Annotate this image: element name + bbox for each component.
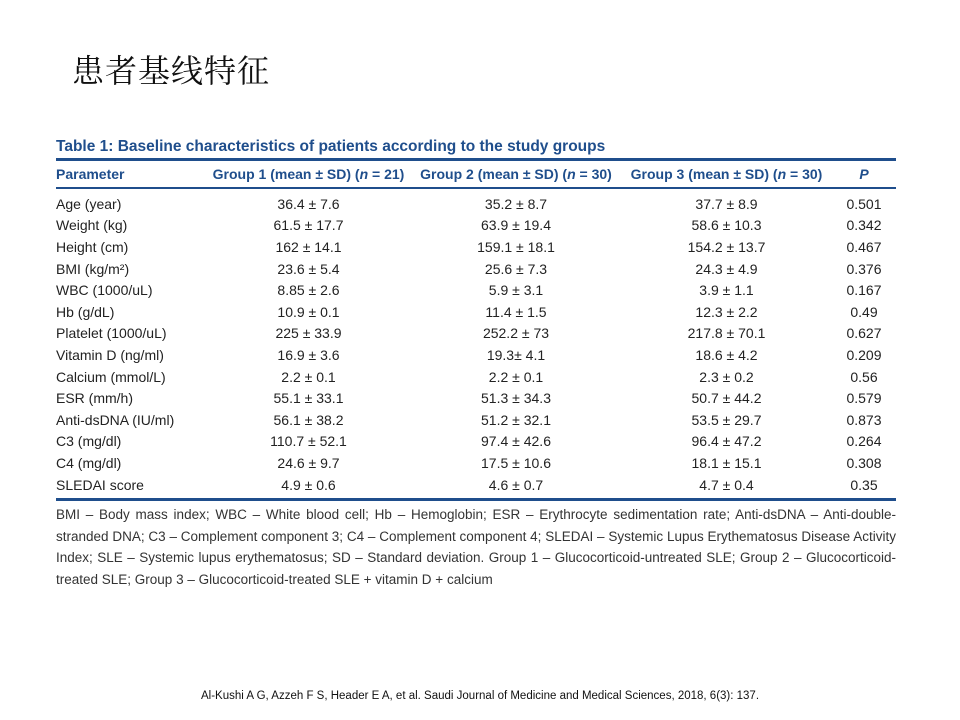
cell-parameter: Age (year): [56, 195, 122, 212]
cell-group-1: 23.6 ± 5.4: [277, 260, 340, 277]
cell-p-value: 0.209: [846, 346, 882, 363]
cell-group-3: 37.7 ± 8.9: [695, 195, 758, 212]
table-row: [56, 409, 896, 431]
baseline-table: [56, 161, 896, 498]
cell-group-3: 58.6 ± 10.3: [691, 217, 762, 234]
cell-group-1: 10.9 ± 0.1: [277, 303, 340, 320]
header-group-3: Group 3 (mean ± SD) (n = 30): [630, 166, 823, 182]
cell-p-value: 0.873: [846, 411, 882, 428]
table-row: [56, 279, 896, 301]
cell-group-3: 18.6 ± 4.2: [695, 346, 758, 363]
cell-group-3: 154.2 ± 13.7: [687, 238, 766, 255]
table-row: [56, 344, 896, 366]
cell-group-2: 4.6 ± 0.7: [488, 476, 544, 493]
cell-group-3: 217.8 ± 70.1: [687, 325, 766, 342]
cell-p-value: 0.167: [846, 282, 882, 299]
cell-group-1: 24.6 ± 9.7: [277, 454, 340, 471]
cell-group-2: 252.2 ± 73: [482, 325, 550, 342]
header-group-1: Group 1 (mean ± SD) (n = 21): [212, 166, 405, 182]
cell-group-3: 3.9 ± 1.1: [699, 282, 754, 299]
cell-group-2: 19.3± 4.1: [486, 346, 546, 363]
table-footnote: BMI – Body mass index; WBC – White blood cell; Hb – Hemoglobin; ESR – Erythrocyte sedimentation rate; Anti-dsDNA – Anti-double-stranded DNA; C3 – Complement component 3; C4 – Complement component 4; SLEDAI – Systemic Lupus Erythematosus Disease Activity Index; SLE – Systemic lupus erythematosus; SD – Standard deviation. Group 1 – Glucocorticoid-untreated SLE; Group 2 – Glucocorticoid-treated SLE; Group 3 – Glucocorticoid-treated SLE + vitamin D + calcium: [56, 507, 896, 587]
table-row: [56, 188, 896, 215]
cell-group-2: 63.9 ± 19.4: [481, 217, 551, 234]
table-row: [56, 387, 896, 409]
cell-group-1: 56.1 ± 38.2: [273, 411, 344, 428]
cell-group-2: 11.4 ± 1.5: [485, 303, 547, 320]
header-p-value: P: [859, 166, 869, 182]
cell-parameter: Hb (g/dL): [56, 303, 115, 320]
cell-parameter: Vitamin D (ng/ml): [56, 346, 164, 363]
cell-group-3: 96.4 ± 47.2: [691, 433, 762, 450]
cell-parameter: WBC (1000/uL): [56, 282, 153, 299]
table-row: [56, 323, 896, 345]
cell-group-2: 97.4 ± 42.6: [481, 433, 551, 450]
cell-group-1: 4.9 ± 0.6: [281, 476, 336, 493]
cell-group-2: 2.2 ± 0.1: [488, 368, 544, 385]
table-body: [56, 188, 896, 498]
cell-p-value: 0.501: [846, 195, 882, 212]
cell-parameter: C3 (mg/dl): [56, 433, 122, 450]
cell-p-value: 0.49: [850, 303, 878, 320]
slide-citation: Al-Kushi A G, Azzeh F S, Header E A, et al. Saudi Journal of Medicine and Medical Sciences, 2018, 6(3): 137.: [200, 690, 760, 702]
cell-group-1: 8.85 ± 2.6: [277, 282, 340, 299]
cell-group-3: 50.7 ± 44.2: [691, 390, 762, 407]
cell-parameter: ESR (mm/h): [56, 390, 133, 407]
cell-group-3: 53.5 ± 29.7: [691, 411, 762, 428]
header-parameter: Parameter: [56, 166, 125, 182]
cell-group-3: 18.1 ± 15.1: [691, 454, 762, 471]
cell-group-2: 159.1 ± 18.1: [477, 238, 555, 255]
cell-parameter: SLEDAI score: [56, 476, 144, 493]
cell-group-1: 16.9 ± 3.6: [277, 346, 340, 363]
cell-group-2: 51.3 ± 34.3: [481, 390, 551, 407]
cell-parameter: Calcium (mmol/L): [56, 368, 166, 385]
cell-parameter: Anti-dsDNA (IU/ml): [56, 411, 175, 428]
cell-group-1: 110.7 ± 52.1: [270, 433, 347, 450]
cell-group-2: 5.9 ± 3.1: [488, 282, 544, 299]
table-row: [56, 366, 896, 388]
cell-group-3: 12.3 ± 2.2: [695, 303, 758, 320]
cell-p-value: 0.56: [850, 368, 878, 385]
cell-p-value: 0.376: [846, 260, 882, 277]
cell-group-1: 162 ± 14.1: [275, 238, 342, 255]
table-row: [56, 236, 896, 258]
baseline-table-block: [56, 136, 896, 590]
table-row: [56, 215, 896, 237]
cell-parameter: BMI (kg/m²): [56, 260, 130, 277]
cell-group-3: 2.3 ± 0.2: [699, 368, 754, 385]
cell-p-value: 0.342: [846, 217, 882, 234]
slide-title: 患者基线特征: [72, 52, 271, 90]
cell-group-2: 17.5 ± 10.6: [481, 454, 551, 471]
cell-group-1: 55.1 ± 33.1: [273, 390, 344, 407]
cell-group-2: 25.6 ± 7.3: [484, 260, 548, 277]
table-row: [56, 301, 896, 323]
table-bottom-rule: [56, 498, 896, 501]
table-row: [56, 452, 896, 474]
cell-group-1: 225 ± 33.9: [275, 325, 342, 342]
cell-group-3: 4.7 ± 0.4: [699, 476, 754, 493]
cell-group-3: 24.3 ± 4.9: [695, 260, 758, 277]
table-header-row: [56, 161, 896, 188]
cell-group-1: 36.4 ± 7.6: [277, 195, 340, 212]
cell-p-value: 0.627: [846, 325, 882, 342]
cell-group-1: 2.2 ± 0.1: [281, 368, 336, 385]
table-row: [56, 474, 896, 499]
cell-p-value: 0.264: [846, 433, 882, 450]
cell-parameter: C4 (mg/dl): [56, 454, 122, 471]
table-row: [56, 258, 896, 280]
cell-parameter: Weight (kg): [56, 217, 128, 234]
cell-p-value: 0.35: [850, 476, 878, 493]
cell-p-value: 0.308: [846, 454, 882, 471]
cell-group-2: 35.2 ± 8.7: [484, 195, 548, 212]
cell-parameter: Height (cm): [56, 238, 129, 255]
table-row: [56, 431, 896, 453]
header-group-2: Group 2 (mean ± SD) (n = 30): [420, 166, 612, 182]
table-caption: Table 1: Baseline characteristics of patients according to the study groups: [56, 138, 606, 155]
cell-p-value: 0.579: [846, 390, 882, 407]
cell-parameter: Platelet (1000/uL): [56, 325, 167, 342]
cell-p-value: 0.467: [846, 238, 882, 255]
cell-group-1: 61.5 ± 17.7: [273, 217, 344, 234]
cell-group-2: 51.2 ± 32.1: [481, 411, 551, 428]
